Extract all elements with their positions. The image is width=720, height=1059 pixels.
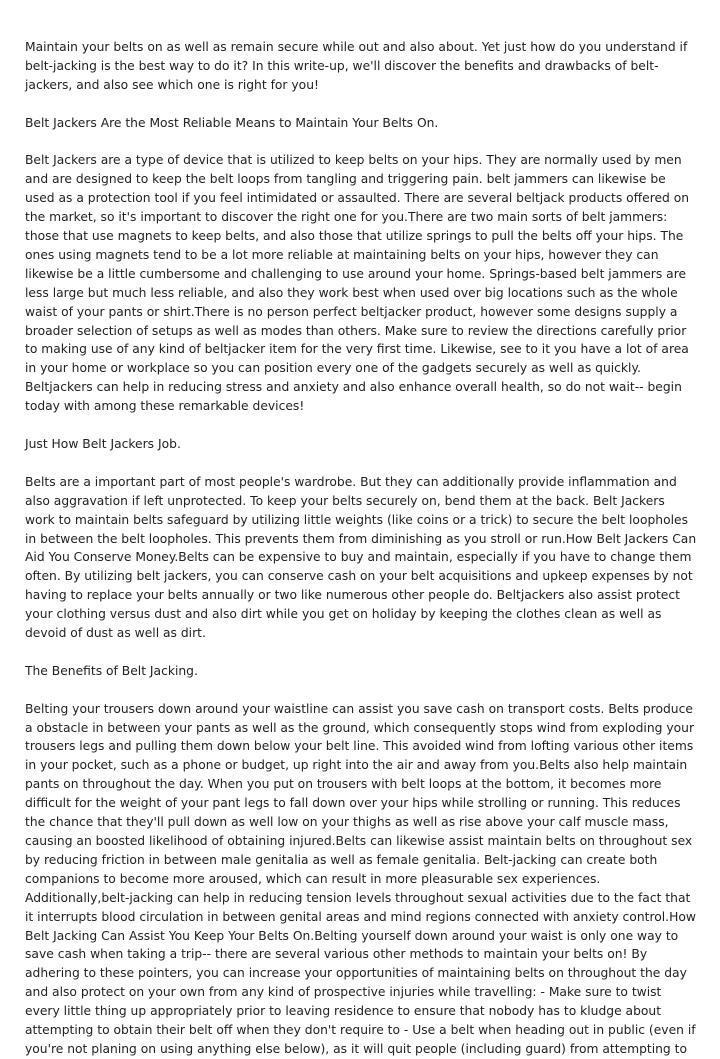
intro-paragraph: Maintain your belts on as well as remain secure while out and also about. Yet just how do you understand if belt-jacking is the best way to do it? In this write-up, we'll discover the benefits and drawbacks of belt-jackers, and also see which one is right for you! (25, 40, 688, 92)
section-heading-how-belt-jackers-work: Just How Belt Jackers Job. (25, 436, 181, 451)
section-heading-reliable-means: Belt Jackers Are the Most Reliable Means to Maintain Your Belts On. (25, 115, 439, 130)
paragraph-belt-jackers-overview: Belt Jackers are a type of device that is utilized to keep belts on your hips. They are normally used by men and are designed to keep the belt loops from tangling and triggering pain. belt jammers can likewise be used as a protection tool if you feel intimidated or assaulted. There are several beltjack products offered on the market, so it's important to discover the right one for you.There are two main sorts of belt jammers: those that use magnets to keep belts, and also those that utilize springs to pull the belts off your hips. The ones using magnets tend to be a lot more reliable at maintaining belts on your hips, however they can likewise be a little cumbersome and challenging to use around your home. Springs-based belt jammers are less large but much less reliable, and also they work best when used over big locations such as the whole waist of your pants or shirt.There is no person perfect beltjacker product, however some designs supply a broader selection of setups as well as modes than others. Make sure to review the directions carefully prior to making use of any kind of beltjacker item for the very first time. Likewise, see to it you have a lot of area in your home or workplace so you can position every one of the gadgets securely as well as quickly. Beltjackers can help in reducing stress and anxiety and also enhance overall health, so do not wait-- begin today with among these remarkable devices! (25, 153, 690, 414)
section-heading-benefits: The Benefits of Belt Jacking. (25, 663, 198, 678)
paragraph-how-belt-jackers-work: Belts are a important part of most people's wardrobe. But they can additionally provide inflammation and also aggravation if left unprotected. To keep your belts securely on, bend them at the back. Belt Jackers work to maintain belts safeguard by utilizing little weights (like coins or a trick) to secure the belt loopholes in between the belt loopholes. This prevents them from diminishing as you stroll or run.How Belt Jackers Can Aid You Conserve Money.Belts can be expensive to buy and maintain, especially if you have to change them often. By utilizing belt jackers, you can conserve cash on your belt acquisitions and upkeep expenses by not having to replace your belts annually or two like numerous other people do. Beltjackers also assist protect your clothing versus dust and also dirt while you get on holiday by keeping the clothes clean as well as devoid of dust as well as dirt. (25, 474, 697, 641)
paragraph-benefits: Belting your trousers down around your waistline can assist you save cash on transport costs. Belts produce a obstacle in between your pants as well as the ground, which consequently stops wind from exploding your trousers legs and pulling them down below your belt line. This avoided wind from lofting various other items in your pocket, such as a phone or budget, up right into the air and away from you.Belts also help maintain pants on throughout the day. When you put on trousers with belt loops at the bottom, it becomes more difficult for the weight of your pant legs to fall down over your hips while strolling or running. This reduces the chance that they'll pull down as well low on your thighs as well as rise above your calf muscle mass, causing an boosted likelihood of obtaining injured.Belts can likewise assist maintain belts on throughout sex by reducing friction in between male genitalia as well as female genitalia. Belt-jacking can create both companions to become more aroused, which can result in more pleasurable sex experiences. Additionally,belt-jacking can help in reducing tension levels throughout sexual activities due to the fact that it interrupts blood circulation in between genital areas and mind regions connected with anxiety control.How Belt Jacking Can Assist You Keep Your Belts On.Belting yourself down around your waist is only one way to save cash when taking a trip-- there are several various other methods to maintain your belts on! By adhering to these pointers, you can increase your opportunities of maintaining belts on throughout the day and also protect on your own from any kind of prospective injuries while travelling: - Make sure to twist every little thing up appropriately prior to leaving residence to ensure that nobody has to kludge about attempting to obtain their belt off when they don't require to - Use a belt when heading out in public (even if you're not planing on using anything else below), as it will quit people (including guard) from attempting to (25, 701, 696, 1056)
